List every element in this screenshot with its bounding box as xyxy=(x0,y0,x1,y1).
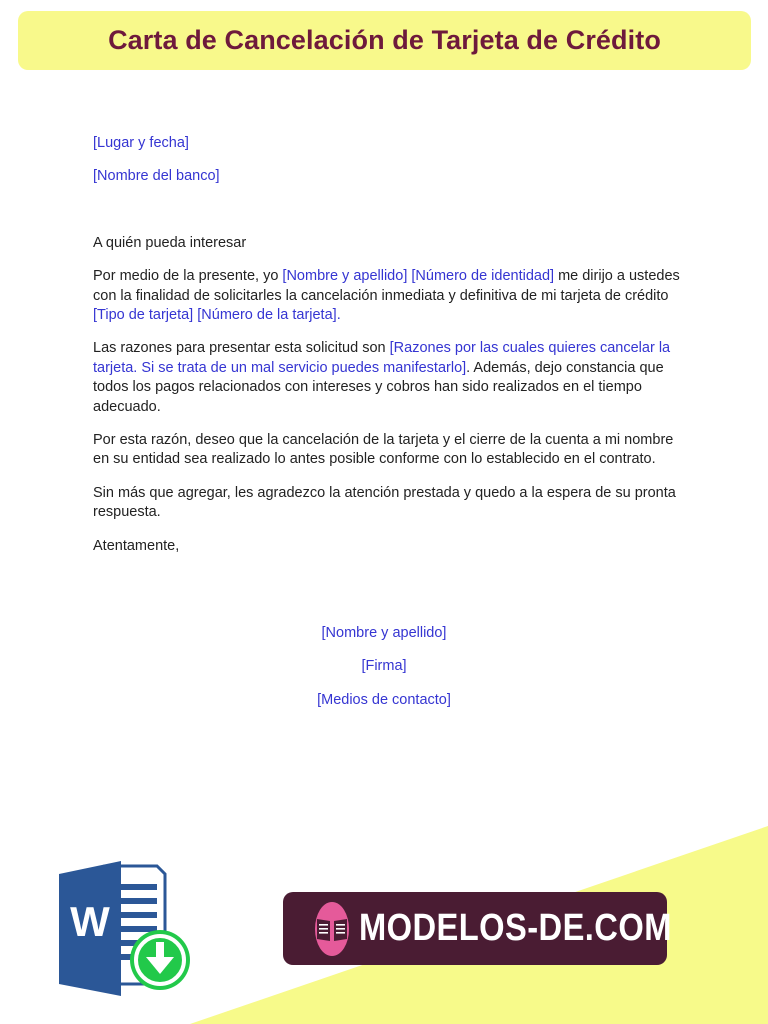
download-arrow-icon xyxy=(130,930,190,990)
document-title: Carta de Cancelación de Tarjeta de Crédito xyxy=(108,25,661,55)
name-placeholder: [Nombre y apellido] xyxy=(282,268,408,285)
word-document-icon[interactable] xyxy=(57,856,197,1001)
paragraph-request-closure: Por esta razón, deseo que la cancelación de la tarjeta y el cierre de la cuenta a mi nombre en su entidad sea realizado lo antes posible conforme con lo establecido en el contrato. xyxy=(93,432,674,468)
card-number-placeholder: [Número de la tarjeta] xyxy=(197,307,337,324)
signature-block xyxy=(0,624,768,724)
card-type-placeholder: [Tipo de tarjeta] xyxy=(93,307,194,324)
paragraph-request xyxy=(93,267,683,325)
paragraph-reasons xyxy=(93,339,683,417)
greeting: A quién pueda interesar xyxy=(93,234,247,251)
place-date-placeholder: [Lugar y fecha] xyxy=(93,135,189,151)
signature-contact-placeholder: [Medios de contacto] xyxy=(317,691,451,708)
signature-name-placeholder: [Nombre y apellido] xyxy=(321,625,447,641)
bank-name-placeholder: [Nombre del banco] xyxy=(93,168,220,185)
open-book-icon xyxy=(315,902,349,956)
reasons-placeholder: [Razones por las cuales quieres cancelar la tarjeta. Si se trata de un mal servicio puedes manifestarlo] xyxy=(93,340,671,376)
letter-body xyxy=(93,134,683,570)
text-segment: . xyxy=(336,307,341,324)
signature-sign-placeholder: [Firma] xyxy=(361,658,407,675)
text-segment: Por medio de la presente, yo xyxy=(93,268,283,285)
text-segment: Las razones para presentar esta solicitud son xyxy=(93,340,390,357)
closing: Atentamente, xyxy=(93,537,180,554)
paragraph-thanks: Sin más que agregar, les agradezco la atención prestada y quedo a la espera de su pronta respuesta. xyxy=(93,484,676,521)
id-number-placeholder: [Número de identidad] xyxy=(411,268,555,285)
brand-site-name: MODELOS-DE.COM xyxy=(359,907,672,949)
text-segment: . Además, dejo constancia que todos los pagos relacionados con intereses y cobros han sido realizados en el tiempo adecuado. xyxy=(93,359,664,415)
brand-banner[interactable] xyxy=(283,892,672,965)
text-segment: me dirijo a ustedes con la finalidad de solicitarles la cancelación inmediata y definitiva de mi tarjeta de crédito xyxy=(93,268,680,304)
title-banner xyxy=(18,11,751,70)
word-letter: W xyxy=(70,898,110,945)
